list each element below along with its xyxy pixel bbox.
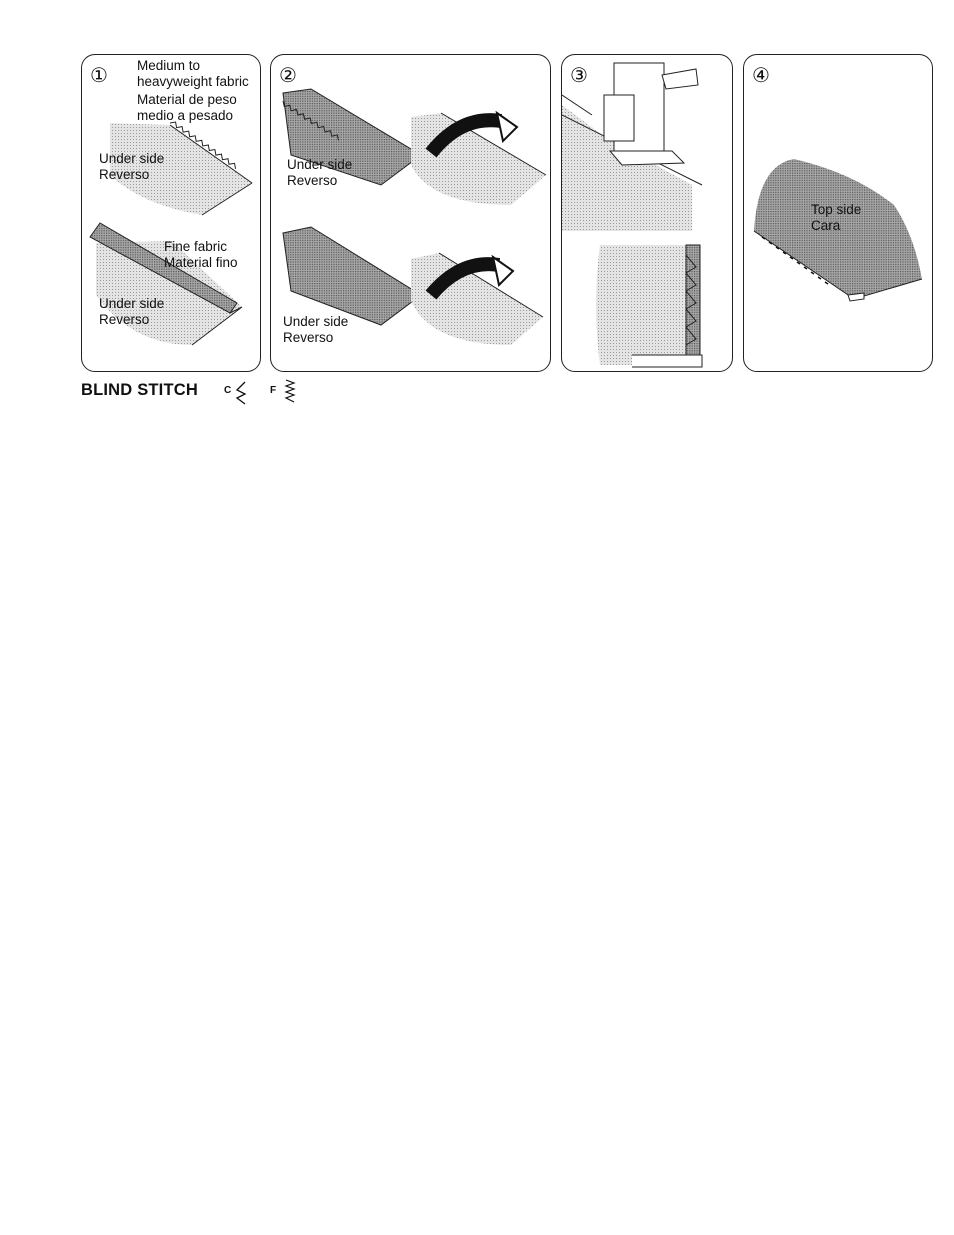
label-top-side — [811, 202, 861, 234]
label-under-side-1 — [99, 151, 164, 183]
label-p2-under1-line2: Reverso — [287, 173, 338, 188]
stretch-blind-stitch-icon — [282, 378, 298, 406]
label-fine-fabric — [164, 239, 238, 271]
label-p2-under2-line1: Under side — [283, 314, 349, 329]
label-medium-fabric — [137, 58, 249, 90]
label-under1-line1: Under side — [99, 151, 165, 166]
panel-3 — [561, 54, 733, 372]
label-under1-line2: Reverso — [99, 167, 150, 182]
panel-2 — [270, 54, 551, 372]
label-p2-under2-line2: Reverso — [283, 330, 334, 345]
panel-1 — [81, 54, 261, 372]
section-heading: BLIND STITCH — [81, 381, 198, 399]
panel-3-illustration — [562, 55, 732, 371]
label-under2-line1: Under side — [99, 296, 165, 311]
blind-stitch-icon — [234, 380, 248, 406]
label-fine-line2: Material fino — [164, 255, 238, 270]
panel-4 — [743, 54, 933, 372]
stitch-mark-c: C — [224, 385, 232, 396]
label-medium-fabric-es — [137, 92, 237, 124]
label-under2-line2: Reverso — [99, 312, 150, 327]
label-medium-es-line2: medio a pesado — [137, 108, 234, 123]
label-under-side-3 — [287, 157, 352, 189]
stitch-mark-f: F — [270, 385, 277, 396]
label-under-side-2 — [99, 296, 164, 328]
label-under-side-4 — [283, 314, 348, 346]
label-top-line1: Top side — [811, 202, 862, 217]
step-number-4: ④ — [752, 63, 770, 87]
label-medium-line2: heavyweight fabric — [137, 74, 249, 89]
label-medium-es-line1: Material de peso — [137, 92, 237, 107]
step-number-3: ③ — [570, 63, 588, 87]
label-fine-line1: Fine fabric — [164, 239, 228, 254]
step-number-1: ① — [90, 63, 108, 87]
step-number-2: ② — [279, 63, 297, 87]
label-p2-under1-line1: Under side — [287, 157, 353, 172]
label-top-line2: Cara — [811, 218, 841, 233]
label-medium-line1: Medium to — [137, 58, 201, 73]
